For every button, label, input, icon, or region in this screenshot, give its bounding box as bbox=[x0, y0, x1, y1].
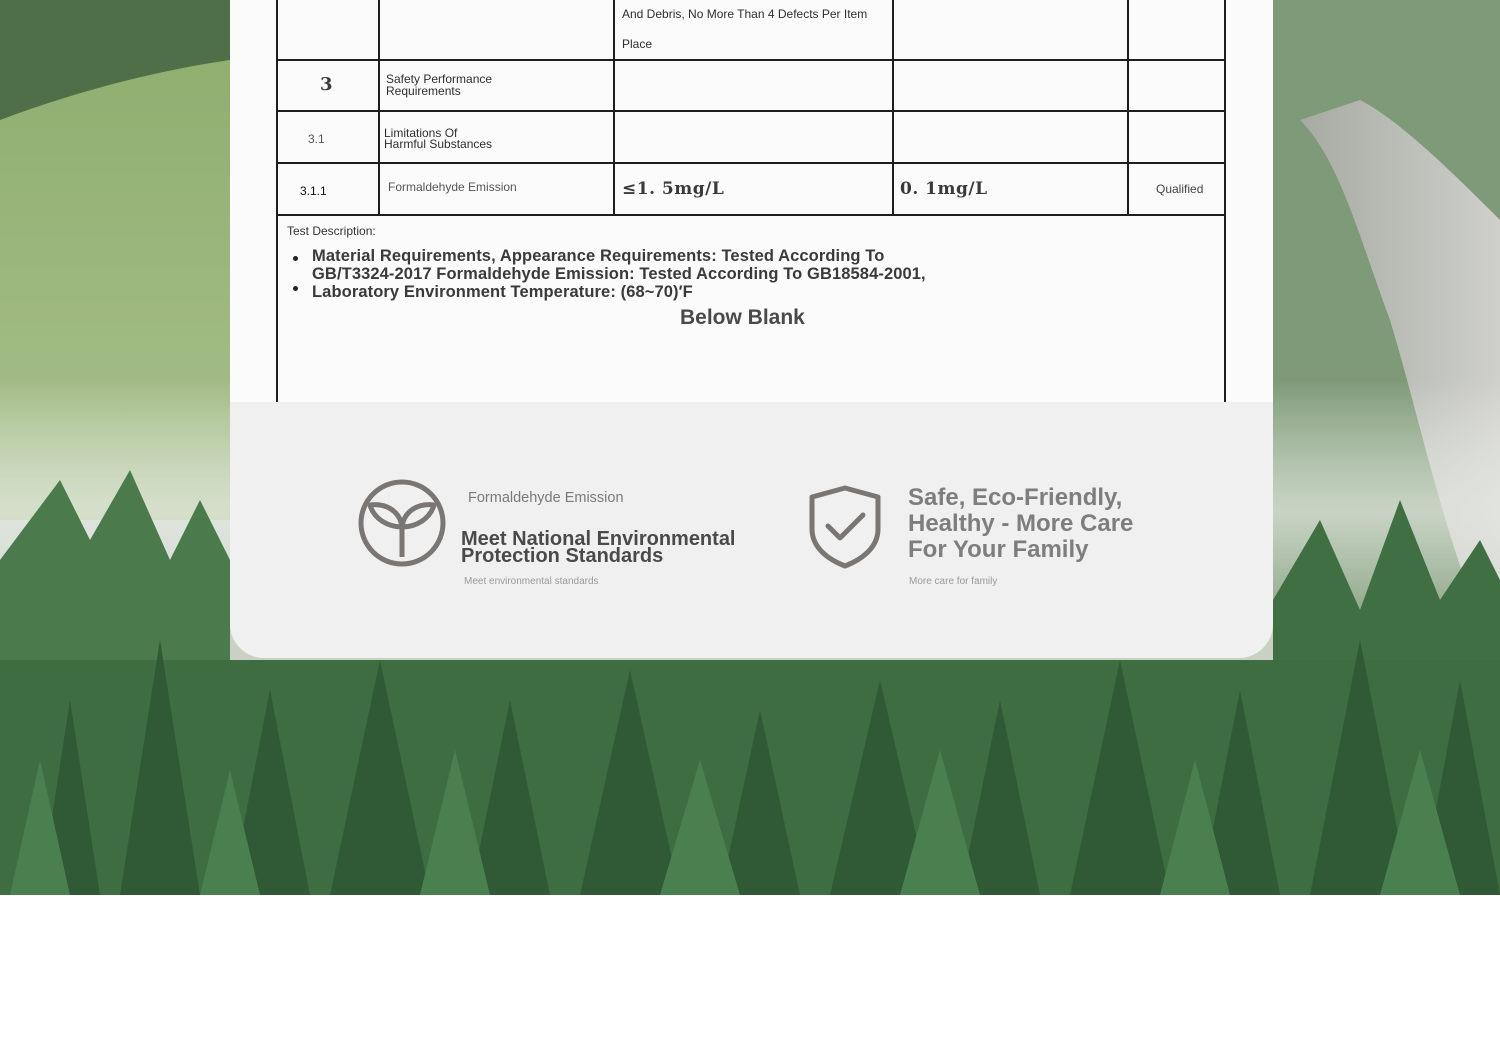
table-col-divider bbox=[1127, 0, 1129, 216]
bullet-dot bbox=[293, 256, 298, 261]
requirement-text: And Debris, No More Than 4 Defects Per Item bbox=[622, 7, 868, 21]
feature-title: Protection Standards bbox=[461, 545, 664, 567]
test-description-list bbox=[312, 247, 952, 301]
test-description-label: Test Description: bbox=[287, 224, 376, 238]
item-name: Safety Performance bbox=[386, 72, 493, 86]
table-row-divider bbox=[276, 110, 1226, 112]
test-description-line: GB/T3324-2017 Formaldehyde Emission: Tested According To GB18584-2001, bbox=[312, 265, 926, 283]
table-row-divider bbox=[276, 162, 1226, 164]
test-description-line: Material Requirements, Appearance Requirements: Tested According To bbox=[312, 247, 885, 265]
table-col-divider bbox=[613, 0, 615, 216]
result-value: 0. 1mg/L bbox=[900, 179, 988, 199]
feature-title: For Your Family bbox=[908, 536, 1089, 563]
row-number: 3 bbox=[320, 74, 334, 95]
item-name: Formaldehyde Emission bbox=[388, 180, 517, 194]
item-name: Harmful Substances bbox=[384, 137, 493, 151]
test-description-line: Laboratory Environment Temperature: (68~70)′F bbox=[312, 283, 693, 301]
feature-title: Healthy - More Care bbox=[908, 510, 1134, 537]
table-row-divider bbox=[276, 59, 1226, 61]
feature-label: Formaldehyde Emission bbox=[468, 490, 624, 506]
row-number: 3.1.1 bbox=[300, 184, 327, 198]
feature-subtitle: Meet environmental standards bbox=[464, 576, 599, 587]
item-name: Limitations Of bbox=[384, 126, 458, 140]
test-report-scan bbox=[230, 0, 1273, 402]
leaf-sprout-icon bbox=[358, 479, 446, 567]
requirement-text: Place bbox=[622, 37, 653, 51]
feature-title: Safe, Eco-Friendly, bbox=[908, 484, 1123, 511]
table-col-divider bbox=[892, 0, 894, 216]
table-col-divider bbox=[378, 0, 380, 216]
feature-title: Meet National Environmental bbox=[461, 528, 736, 550]
requirement-value: ≤1. 5mg/L bbox=[622, 179, 725, 199]
feature-subtitle: More care for family bbox=[909, 576, 998, 587]
item-name: Requirements bbox=[386, 84, 461, 98]
document-card bbox=[230, 0, 1273, 658]
row-number: 3.1 bbox=[308, 132, 325, 146]
shield-check-icon bbox=[808, 485, 882, 569]
bullet-dot bbox=[293, 286, 298, 291]
below-blank-text: Below Blank bbox=[680, 306, 805, 329]
judgement-value: Qualified bbox=[1156, 182, 1204, 196]
table-row-divider bbox=[276, 214, 1226, 216]
